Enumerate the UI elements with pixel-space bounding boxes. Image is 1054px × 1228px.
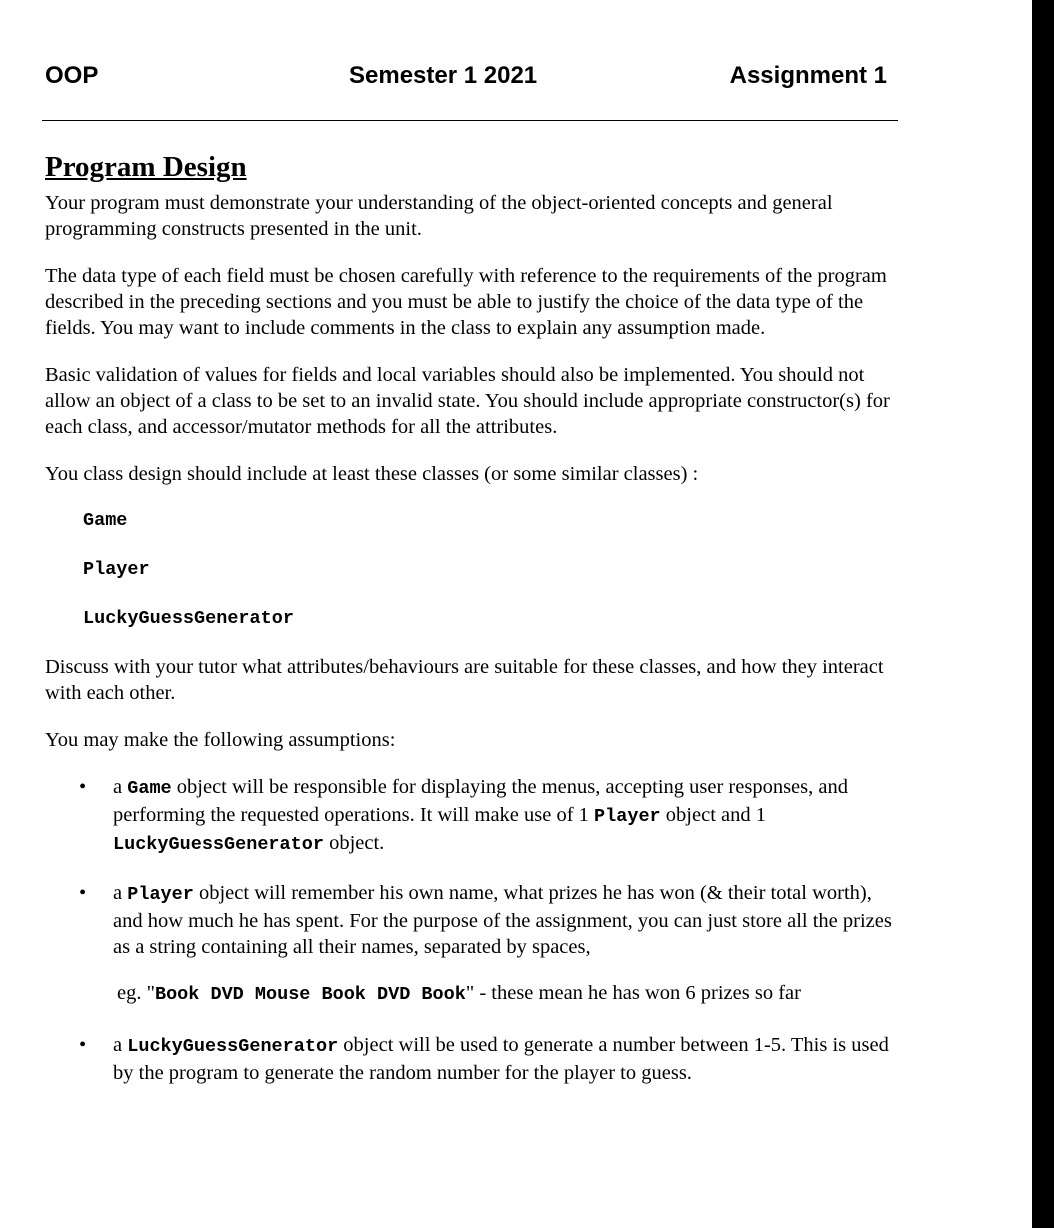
- page-header: [45, 62, 887, 94]
- header-course: OOP: [45, 62, 99, 89]
- code-player: Player: [594, 806, 661, 827]
- class-name-player: Player: [83, 559, 150, 580]
- prize-string-example: [117, 980, 905, 1008]
- header-assignment: Assignment 1: [729, 62, 887, 89]
- code-player: Player: [127, 884, 194, 905]
- text-fragment: object and 1: [660, 804, 766, 826]
- text-fragment: " - these mean he has won 6 prizes so far: [465, 982, 801, 1004]
- text-fragment: a: [113, 1034, 128, 1056]
- class-name-generator: LuckyGuessGenerator: [83, 608, 294, 629]
- assumption-generator: [45, 1032, 905, 1086]
- paragraph-data-types: The data type of each field must be chosen carefully with reference to the requirements of the program described in the preceding sections and you must be able to justify the choice of the data type of the fields. You may want to include comments in the class to explain any assumption made.: [45, 265, 887, 339]
- header-divider: [42, 120, 898, 121]
- text-fragment: eg. ": [117, 982, 155, 1004]
- bullet-icon: •: [79, 882, 87, 904]
- assumption-player: [45, 880, 905, 960]
- paragraph-intro: Your program must demonstrate your understanding of the object-oriented concepts and general programming constructs presented in the unit.: [45, 192, 833, 240]
- page-edge-bar: [1032, 0, 1054, 1228]
- text-fragment: object will be used to generate a number between 1-5. This is used by the program to generate the random number for the player to guess.: [113, 1034, 889, 1084]
- text-fragment: a: [113, 882, 128, 904]
- paragraph-assumptions-intro: You may make the following assumptions:: [45, 729, 396, 751]
- assumptions-list: [45, 774, 905, 960]
- paragraph-discuss: Discuss with your tutor what attributes/behaviours are suitable for these classes, and how they interact with each other.: [45, 656, 884, 704]
- code-example: Book DVD Mouse Book DVD Book: [154, 984, 466, 1005]
- code-generator: LuckyGuessGenerator: [127, 1036, 339, 1057]
- assumptions-list-continued: [45, 1032, 905, 1086]
- section-title: Program Design: [45, 151, 247, 183]
- text-fragment: object will be responsible for displaying the menus, accepting user responses, and performing the requested operations. It will make use of 1: [113, 776, 848, 826]
- paragraph-validation: Basic validation of values for fields and local variables should also be implemented. You should not allow an object of a class to be set to an invalid state. You should include appropriate constructor(s) for each class, and accessor/mutator methods for all the attributes.: [45, 364, 890, 438]
- document-body: [45, 150, 905, 1108]
- text-fragment: object will remember his own name, what prizes he has won (& their total worth), and how much he has spent. For the purpose of the assignment, you can just store all the prizes as a string containing all their names, separated by spaces,: [113, 882, 892, 958]
- header-semester: Semester 1 2021: [349, 62, 538, 89]
- code-game: Game: [127, 778, 172, 799]
- text-fragment: object.: [323, 832, 385, 854]
- text-fragment: a: [113, 776, 128, 798]
- class-name-game: Game: [83, 510, 128, 531]
- paragraph-class-design: You class design should include at least these classes (or some similar classes) :: [45, 463, 699, 485]
- assumption-game: [45, 774, 905, 858]
- bullet-icon: •: [79, 1034, 87, 1056]
- code-generator: LuckyGuessGenerator: [113, 834, 324, 855]
- bullet-icon: •: [79, 776, 87, 798]
- class-list: [83, 508, 905, 632]
